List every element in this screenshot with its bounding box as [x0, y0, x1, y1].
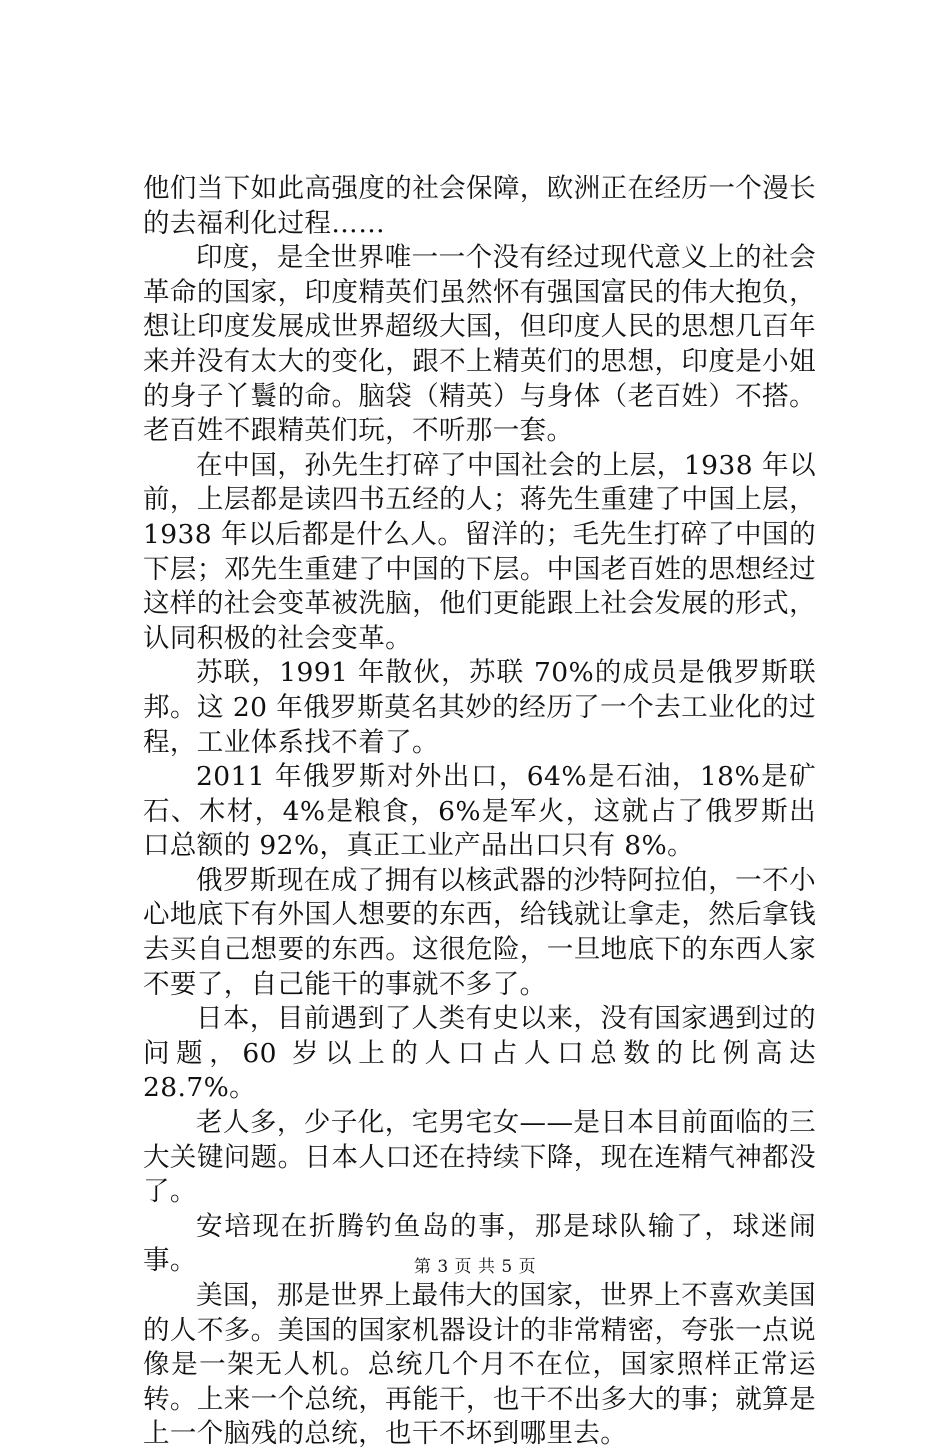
paragraph: 在中国，孙先生打碎了中国社会的上层，1938 年以前，上层都是读四书五经的人；蒋先生重建了中国上层，1938 年以后都是什么人。留洋的；毛先生打碎了中国的下层；邓先生重建了中国的下层。中国老百姓的思想经过这样的社会变革被洗脑，他们更能跟上社会发展的形式，认同积极的社会变革。: [143, 449, 816, 654]
paragraph: 俄罗斯现在成了拥有以核武器的沙特阿拉伯，一不小心地底下有外国人想要的东西，给钱就让拿走，然后拿钱去买自己想要的东西。这很危险，一旦地底下的东西人家不要了，自己能干的事就不多了。: [143, 864, 816, 1000]
paragraph: 老人多，少子化，宅男宅女——是日本目前面临的三大关键问题。日本人口还在持续下降，现在连精气神都没了。: [143, 1107, 816, 1208]
paragraph: 他们当下如此高强度的社会保障，欧洲正在经历一个漫长的去福利化过程……: [143, 173, 816, 239]
paragraph: 安培现在折腾钓鱼岛的事，那是球队输了，球迷闹事。: [143, 1210, 816, 1277]
paragraph: 日本，目前遇到了人类有史以来，没有国家遇到过的问题，60 岁以上的人口占人口总数的比例高达 28.7%。: [143, 1003, 816, 1104]
paragraph: 美国，那是世界上最伟大的国家，世界上不喜欢美国的人不多。美国的国家机器设计的非常精密，夸张一点说像是一架无人机。总统几个月不在位，国家照样正常运转。上来一个总统，再能干，也干不出多大的事；就算是上一个脑残的总统，也干不坏到哪里去。: [143, 1280, 816, 1450]
paragraph: 2011 年俄罗斯对外出口，64%是石油，18%是矿石、木材，4%是粮食，6%是军火，这就占了俄罗斯出口总额的 92%，真正工业产品出口只有 8%。: [143, 761, 816, 862]
page-number-footer: 第 3 页 共 5 页: [413, 1257, 537, 1277]
paragraph: 苏联，1991 年散伙，苏联 70%的成员是俄罗斯联邦。这 20 年俄罗斯莫名其妙的经历了一个去工业化的过程，工业体系找不着了。: [143, 657, 816, 758]
paragraph: 印度，是全世界唯一一个没有经过现代意义上的社会革命的国家，印度精英们虽然怀有强国富民的伟大抱负，想让印度发展成世界超级大国，但印度人民的思想几百年来并没有太大的变化，跟不上精英们的思想，印度是小姐的身子丫鬟的命。脑袋（精英）与身体（老百姓）不搭。老百姓不跟精英们玩，不听那一套。: [143, 242, 816, 447]
